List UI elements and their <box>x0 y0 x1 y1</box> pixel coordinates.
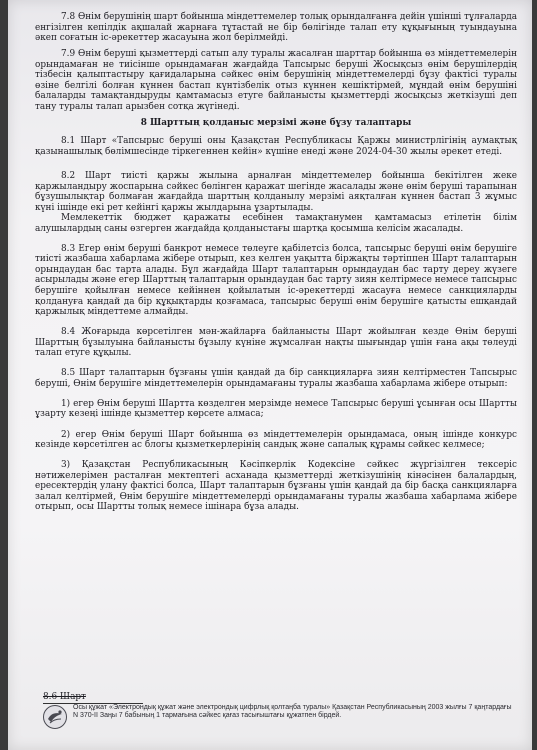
paragraph-8-2: 8.2 Шарт тиісті қаржы жылына арналған міндеттемелер бойынша бекітілген жеке қаржыландыру жоспарына сәйкес бөлінген қаражат шегінде жасалады және өнім беруші тарапынан бұзушылықтар болмаған жағдайда шарттың қолданылу мерзімі аяқталған күннен бастап 3 жұмыс күні ішінде екі рет кейінгі қаржы жылдарына ұзартылады. <box>35 171 517 213</box>
paragraph-8-5: 8.5 Шарт талаптарын бұзғаны үшін қандай да бір санкцияларға зиян келтірместен Тапсырыс беруші, Өнім берушіге міндеттемелерін орындамағаны туралы жазбаша хабарлама жібере отырып: <box>35 368 517 389</box>
footer-legal-note: Осы құжат «Электрондық құжат және электрондық цифрлық қолтаңба туралы» Қазақстан Республикасының 2003 жылғы 7 қаңтардағы N 370-II Заңы 7 бабының 1 тармағына сәйкес қағаз тасығыштағы құжатпен бірдей. <box>73 704 512 720</box>
paragraph-8-1: 8.1 Шарт «Тапсырыс беруші оны Қазақстан Республикасы Қаржы министрлігінің аумақтық қазынашылық бөлімшесінде тіркегеннен кейін» күшіне енеді және 2024-04-30 жылы әрекет етеді. <box>35 136 517 158</box>
paragraph-7-8: 7.8 Өнім берушінің шарт бойынша міндеттемелер толық орындалғанға дейін үшінші тұлғаларда енгізілген кепілдік ақшалай жарнаға тұтастай не бір бөлігінде талап ету құқығының туындауына әкеп соғатын іс-әрекеттер жасауына жол берілмейді. <box>35 12 517 44</box>
paragraph-8-3: 8.3 Егер өнім беруші банкрот немесе төлеуге қабілетсіз болса, тапсырыс беруші өнім берушіге тиісті жазбаша хабарлама жібере отырып, кез келген уақытта біржақты тәртіппен Шарт талаптарын орындаудан бас тарта алады. Бұл жағдайда Шарт талаптарын орындаудан бас тарту дереу жүзеге асырылады және егер Шарттың талаптарын орындаудан бас тарту зиян келтірмесе немесе тапсырыс берушіге қойылған немесе кейіннен қойылатын іс-әрекеттерді жасауға немесе санкцияларды қолдануға қандай да бір құқықтарды қозғамаса, тапсырыс беруші өнім берушіге қатысты ешқандай қаржылық міндеттеме алмайды. <box>35 243 517 318</box>
paragraph-8-2-continued: Мемлекеттік бюджет қаражаты есебінен тамақтанумен қамтамасыз етілетін білім алушылардың саны өзгерген жағдайда қолданыстағы шартқа қосымша келісім жасалады. <box>35 213 517 234</box>
paragraph-7-9: 7.9 Өнім беруші қызметтерді сатып алу туралы жасалған шарттар бойынша өз міндеттемелерін орындамаған не тиісінше орындамаған жағдайда Тапсырыс беруші Жосықсыз өнім берушілердің тізбесін қалыптастыру қағидаларына сәйкес өнім берушінің міндеттемелерді бұзу фактісі туралы өзіне белгілі болған күннен бастап күнтізбелік отыз күннен кешіктірмей, мұндай өнім берушіні балаларды тамақтандыруды қамтамасыз етуге байланысты қызметтерді жосықсыз жеткізуші деп тану туралы талап арызбен сотқа жүгінеді. <box>35 49 517 112</box>
spacer <box>35 163 517 171</box>
paragraph-8-4: 8.4 Жоғарыда көрсетілген мән-жайларға байланысты Шарт жойылған кезде Өнім беруші Шарттың бұзылуына байланысты бұзылу күніне жұмсалған нақты шығындар үшін ғана ақы төлеуді талап етуге құқылы. <box>35 327 517 359</box>
document-footer <box>42 704 512 730</box>
document-page <box>8 0 532 750</box>
paragraph-8-5-item-3: 3) Қазақстан Республикасының Кәсіпкерлік Кодексіне сәйкес жүргізілген тексеріс нәтижелерімен расталған мектептегі асханада қызметтерді жеткізушінің кінәсінен балалардың, ересектердің улану фактісі болса, Шарт талаптарын бұзғаны үшін қандай да бір басқа санкцияларға залал келтірмей, Өнім берушіге міндеттемелерді орындамағаны туралы жазбаша хабарлама жібере отырып, осы Шартты толық немесе ішінара бұза алады. <box>35 460 517 513</box>
document-body <box>35 12 517 518</box>
paragraph-8-5-item-1: 1) егер Өнім беруші Шартта көзделген мерзімде немесе Тапсырыс беруші ұсынған осы Шартты ұзарту кезеңі ішінде қызметтер көрсете алмаса; <box>35 398 517 420</box>
section-8-heading: 8 Шарттың қолданыс мерзімі және бұзу талаптары <box>140 117 412 128</box>
e-document-logo-icon <box>42 704 68 730</box>
paragraph-8-6-truncated: 8.6 Шарт <box>43 692 86 702</box>
paragraph-8-5-item-2: 2) егер Өнім беруші Шарт бойынша өз міндеттемелерін орындамаса, оның ішінде конкурс кезінде көрсетілген ас блогы қызметкерлерінің сандық және сапалық құрамы сәйкес келмесе; <box>35 429 517 451</box>
